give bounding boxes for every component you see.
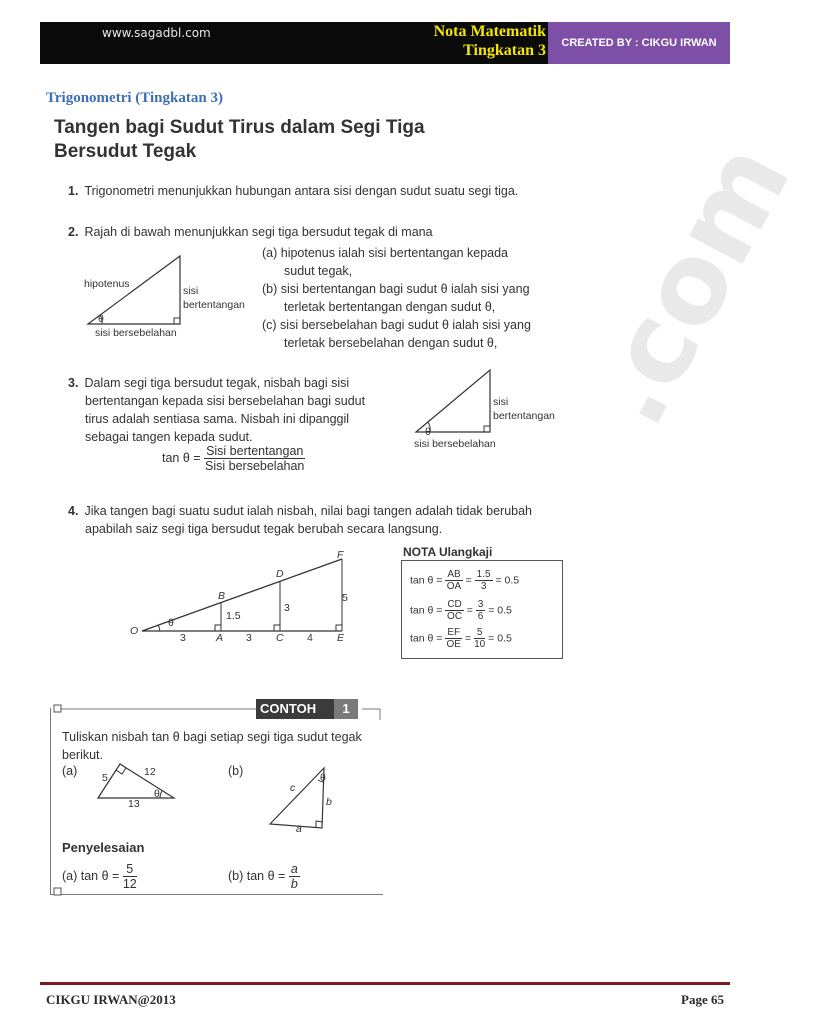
label-opposite-2: bertentangan: [493, 410, 555, 422]
answer-a-fraction: [123, 862, 137, 891]
right-angle-mark: [336, 625, 342, 631]
footer-divider: [40, 982, 730, 985]
length-AC: 3: [246, 632, 252, 644]
label-opposite-2: bertentangan: [183, 299, 245, 311]
nota-den: OA: [446, 581, 462, 592]
label-theta: θ: [320, 772, 326, 784]
item-text-line1: Jika tangen bagi suatu sudut ialah nisbah, nilai bagi tangen adalah tidak berubah: [84, 504, 532, 518]
answer-a: [62, 862, 137, 891]
nota-den: 10: [474, 639, 486, 650]
example-question-line2: berikut.: [62, 748, 103, 762]
nota-den: 6: [477, 611, 484, 622]
length-CE: 4: [307, 632, 313, 644]
nota-frac-1: [445, 599, 463, 622]
item-text-line3: tirus adalah sentiasa sama. Nisbah ini dipanggil: [85, 412, 350, 426]
item-3: [68, 374, 365, 446]
nota-row-2: [410, 599, 512, 622]
header-title: [416, 22, 546, 60]
example-tag-label: CONTOH: [260, 701, 317, 716]
label-opposite-1: sisi: [493, 396, 509, 408]
label-opposite-1: sisi: [183, 285, 199, 297]
label-adjacent: sisi bersebelahan: [95, 327, 177, 339]
nota-num: 1.5: [476, 569, 491, 580]
section-subtitle: Trigonometri (Tingkatan 3): [46, 90, 223, 106]
item-number: 1.: [68, 184, 79, 198]
nota-eq: =: [466, 604, 473, 617]
item-text-line2: bertentangan kepada sisi bersebelahan bagi sudut: [85, 394, 366, 408]
nota-num: 5: [474, 627, 485, 639]
nota-den: 3: [480, 581, 487, 592]
point-B: B: [218, 590, 226, 602]
triangle-shape: [270, 768, 324, 828]
nota-frac-1: [445, 627, 462, 650]
example-b-label: (b): [228, 764, 244, 778]
page-number: Page 65: [681, 992, 724, 1007]
nota-lhs: tan θ =: [410, 574, 443, 587]
label-theta: θ: [154, 788, 160, 800]
angle-arc: [158, 625, 160, 631]
nota-frac-2: [475, 569, 493, 592]
nota-frac-2: [476, 599, 486, 622]
figure-right-triangle-2: [410, 366, 500, 438]
formula-denominator: Sisi bersebelahan: [205, 459, 305, 473]
side-b: b: [326, 796, 332, 808]
item-text-line1: Dalam segi tiga bersudut tegak, nisbah bagi sisi: [84, 376, 350, 390]
length-OA: 3: [180, 632, 186, 644]
side-c: c: [290, 782, 296, 794]
point-F: F: [337, 549, 344, 561]
header-title-line1: Nota Matematik: [433, 23, 546, 40]
page-header: [40, 22, 730, 64]
nota-result: = 0.5: [495, 574, 520, 587]
point-A: A: [216, 632, 224, 644]
figure-similar-triangles: [120, 545, 360, 655]
right-angle-mark: [174, 318, 180, 324]
side-5: 5: [102, 772, 108, 784]
answer-b-num: a: [290, 862, 298, 876]
list-item-a: (a) hipotenus ialah sisi bertentangan kepada: [262, 246, 509, 260]
label-theta: θ: [98, 313, 104, 325]
nota-row-1: [410, 569, 519, 592]
nota-frac-2: [474, 627, 485, 650]
nota-result: = 0.5: [488, 604, 512, 617]
frame-corner-marker: [54, 705, 61, 712]
header-title-line2: Tingkatan 3: [463, 42, 546, 59]
point-E: E: [337, 632, 345, 644]
right-angle-mark: [274, 625, 280, 631]
point-D: D: [276, 568, 284, 580]
nota-title: NOTA Ulangkaji: [403, 545, 493, 559]
side-12: 12: [144, 766, 156, 778]
tangent-formula: [162, 444, 305, 473]
answer-a-prefix: (a) tan θ =: [62, 868, 120, 883]
footer-author: CIKGU IRWAN@2013: [46, 992, 176, 1007]
right-angle-mark: [484, 426, 490, 432]
nota-row-3: [410, 627, 512, 650]
item-text: Trigonometri menunjukkan hubungan antara sisi dengan sudut suatu segi tiga.: [84, 184, 519, 198]
list-item-a-cont: sudut tegak,: [284, 264, 353, 278]
nota-eq: =: [465, 632, 472, 645]
answer-b-fraction: [289, 862, 300, 891]
author-badge: CREATED BY : CIKGU IRWAN: [548, 22, 730, 64]
nota-num: EF: [447, 627, 461, 638]
nota-num: 3: [477, 599, 484, 610]
right-angle-mark: [215, 625, 221, 631]
height-AB: 1.5: [226, 610, 241, 622]
nota-den: OE: [446, 639, 461, 650]
nota-result: = 0.5: [488, 632, 512, 645]
item-2-list: [262, 244, 562, 352]
answer-b-prefix: (b) tan θ =: [228, 868, 286, 883]
page-title: [54, 116, 425, 164]
formula-fraction: [204, 444, 305, 473]
example-question-line1: Tuliskan nisbah tan θ bagi setiap segi tiga sudut tegak: [62, 730, 362, 744]
item-number: 4.: [68, 504, 79, 518]
item-text: Rajah di bawah menunjukkan segi tiga bersudut tegak di mana: [84, 225, 433, 239]
answer-b: [228, 862, 300, 891]
angle-arc: [160, 791, 162, 798]
item-number: 3.: [68, 376, 79, 390]
point-C: C: [276, 632, 284, 644]
nota-lhs: tan θ =: [410, 632, 443, 645]
list-item-c: (c) sisi bersebelahan bagi sudut θ ialah sisi yang: [262, 318, 531, 332]
nota-frac-1: [445, 569, 462, 592]
watermark: .com: [562, 122, 815, 446]
list-item-c-cont: terletak bersebelahan dengan sudut θ,: [284, 336, 498, 350]
height-EF: 5: [342, 592, 348, 604]
triangle-shape: [98, 764, 174, 798]
point-O: O: [130, 625, 139, 637]
side-a: a: [296, 823, 302, 835]
item-number: 2.: [68, 225, 79, 239]
right-angle-mark: [316, 821, 322, 827]
nota-num: AB: [447, 569, 461, 580]
label-theta: θ: [168, 617, 174, 629]
formula-numerator: Sisi bertentangan: [206, 444, 304, 458]
site-url[interactable]: www.sagadbl.com: [102, 26, 211, 40]
solution-heading: Penyelesaian: [62, 840, 145, 855]
item-text-line2: apabilah saiz segi tiga bersudut tegak berubah secara langsung.: [85, 522, 443, 536]
answer-a-den: 12: [122, 877, 137, 891]
height-CD: 3: [284, 602, 290, 614]
list-item-b: (b) sisi bertentangan bagi sudut θ ialah sisi yang: [262, 282, 530, 296]
item-text-line4: sebagai tangen kepada sudut.: [85, 430, 253, 444]
label-theta: θ: [425, 426, 431, 438]
answer-b-den: b: [290, 877, 298, 891]
formula-lhs: tan θ =: [162, 450, 201, 465]
page-title-line2: Bersudut Tegak: [54, 141, 197, 162]
nota-box: [401, 560, 563, 659]
item-4: [68, 502, 532, 538]
item-1: [68, 182, 518, 200]
frame-corner-marker: [54, 888, 61, 895]
example-a-label: (a): [62, 764, 78, 778]
item-2: [68, 223, 433, 241]
label-hypotenuse: hipotenus: [84, 278, 130, 290]
example-tag: [256, 699, 358, 719]
example-tag-number: 1: [334, 699, 358, 719]
page-title-line1: Tangen bagi Sudut Tirus dalam Segi Tiga: [54, 117, 425, 138]
nota-den: OC: [447, 611, 463, 622]
nota-lhs: tan θ =: [410, 604, 443, 617]
nota-num: CD: [447, 599, 462, 610]
list-item-b-cont: terletak bertentangan dengan sudut θ,: [284, 300, 496, 314]
side-13: 13: [128, 798, 140, 810]
label-adjacent: sisi bersebelahan: [414, 438, 496, 450]
nota-eq: =: [465, 574, 472, 587]
triangle-shape: [416, 370, 490, 432]
answer-a-num: 5: [123, 862, 137, 877]
